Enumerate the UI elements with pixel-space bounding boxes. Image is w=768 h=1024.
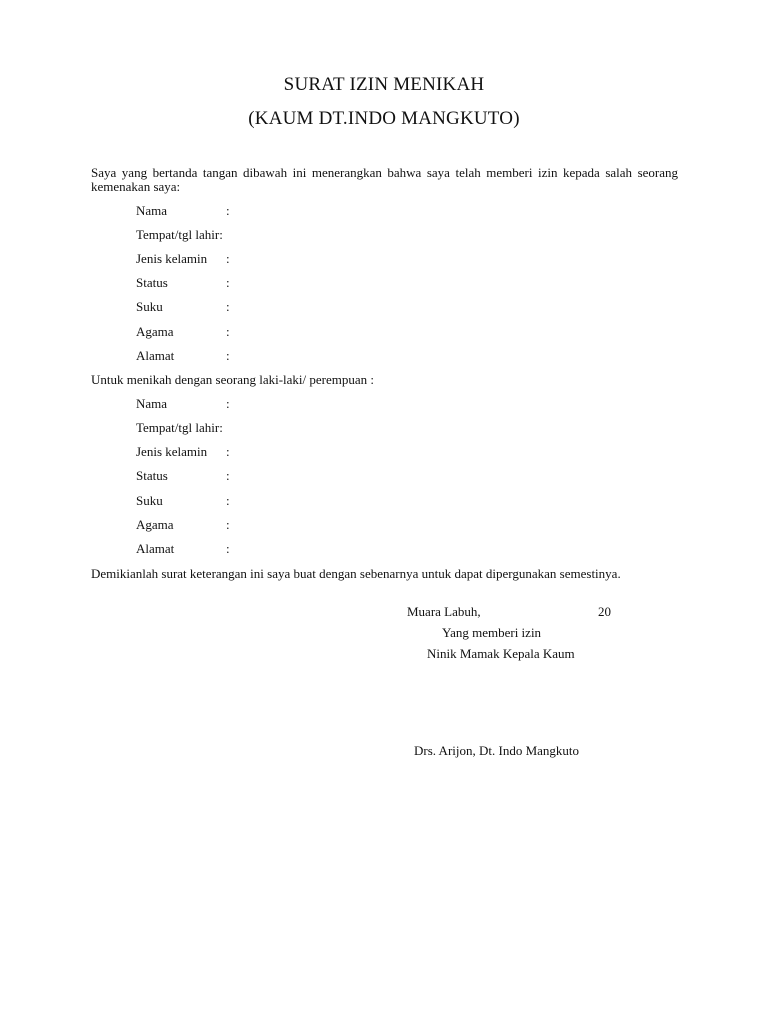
field-label: Jenis kelamin (136, 251, 208, 266)
person2-field-row (136, 421, 336, 437)
field-colon: : (226, 396, 230, 411)
signatory-name: Drs. Arijon, Dt. Indo Mangkuto (414, 743, 580, 758)
field-colon: : (226, 324, 230, 339)
field-label: Suku (136, 299, 163, 314)
field-label: Agama (136, 324, 174, 339)
field-label: Tempat/tgl lahir: (136, 420, 223, 435)
person1-field-row (136, 204, 336, 220)
signature-year: 20 (598, 604, 611, 619)
field-colon: : (226, 348, 230, 363)
person1-field-row (136, 276, 336, 292)
field-colon: : (226, 468, 230, 483)
field-label: Status (136, 468, 168, 483)
person2-field-row (136, 397, 336, 413)
field-colon: : (226, 251, 230, 266)
field-label: Jenis kelamin (136, 444, 208, 459)
field-colon: : (226, 203, 230, 218)
person2-field-row (136, 494, 336, 510)
middle-paragraph: Untuk menikah dengan seorang laki-laki/ perempuan : (91, 372, 375, 387)
person1-field-row (136, 228, 336, 244)
document-subtitle: (KAUM DT.INDO MANGKUTO) (248, 108, 520, 129)
document-title: SURAT IZIN MENIKAH (283, 74, 485, 95)
person2-field-row (136, 445, 336, 461)
person1-field-row (136, 325, 336, 341)
person2-field-row (136, 518, 336, 534)
field-label: Status (136, 275, 168, 290)
person2-field-row (136, 469, 336, 485)
person2-field-row (136, 542, 336, 558)
field-colon: : (226, 541, 230, 556)
field-colon: : (226, 444, 230, 459)
person1-field-row (136, 252, 336, 268)
field-label: Tempat/tgl lahir: (136, 227, 223, 242)
closing-paragraph: Demikianlah surat keterangan ini saya buat dengan sebenarnya untuk dapat dipergunakan semestinya. (91, 566, 621, 581)
signature-role: Ninik Mamak Kepala Kaum (427, 646, 575, 661)
field-label: Alamat (136, 541, 175, 556)
field-colon: : (226, 517, 230, 532)
field-label: Nama (136, 203, 168, 218)
field-label: Suku (136, 493, 163, 508)
field-label: Nama (136, 396, 168, 411)
field-colon: : (226, 493, 230, 508)
person1-field-row (136, 349, 336, 365)
signature-giver: Yang memberi izin (442, 625, 542, 640)
field-label: Agama (136, 517, 174, 532)
field-label: Alamat (136, 348, 175, 363)
field-colon: : (226, 275, 230, 290)
person1-field-row (136, 300, 336, 316)
field-colon: : (226, 299, 230, 314)
signature-place: Muara Labuh, (407, 604, 481, 619)
intro-paragraph: Saya yang bertanda tangan dibawah ini menerangkan bahwa saya telah memberi izin kepada salah seorang kemenakan saya: (91, 165, 678, 194)
